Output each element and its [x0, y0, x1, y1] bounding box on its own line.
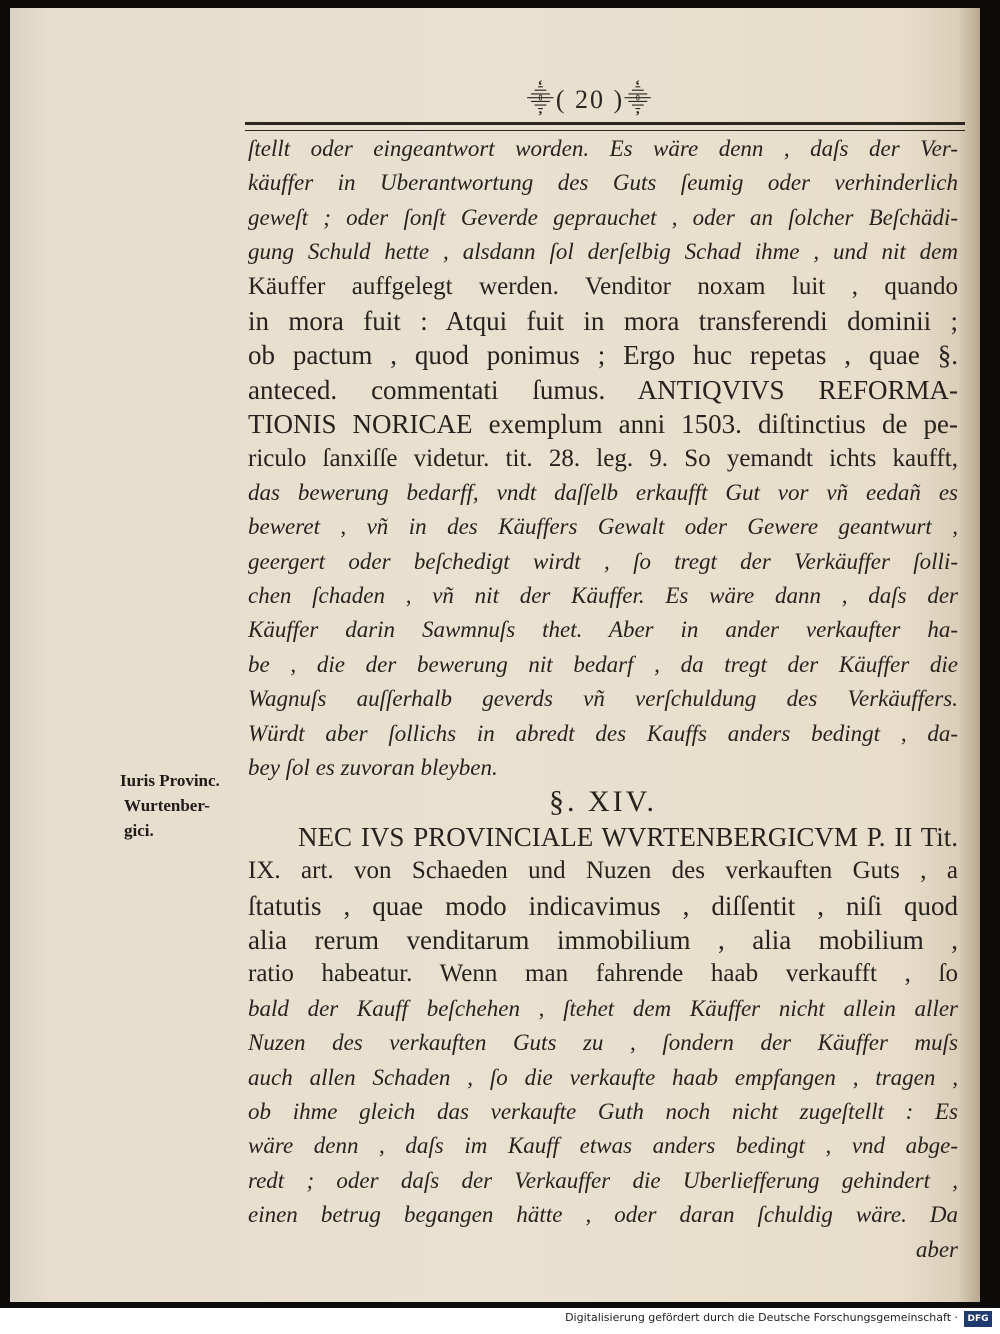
text-line: geweſt ; oder ſonſt Geverde geprauchet , oder an ſolcher Beſchädi-: [248, 204, 958, 230]
marginal-note: [120, 768, 248, 843]
text-line: Käuffer darin Sawmnuſs thet. Aber in ander verkaufter ha-: [248, 617, 958, 643]
text-line: riculo ſanxiſſe videtur. tit. 28. leg. 9. So yemandt ichts kaufft,: [248, 444, 958, 472]
text-line: Würdt aber ſollichs in abredt des Kauffs anders bedingt , da-: [248, 720, 958, 746]
text-line: Wagnuſs auſſerhalb geverds vñ verſchuldung des Verkäuffers.: [248, 686, 958, 712]
text-line: anteced. commentati ſumus. ANTIQVIVS REFORMA-: [248, 374, 958, 405]
text-line: ſtellt oder eingeantwort worden. Es wäre denn , daſs der Ver-: [248, 136, 958, 161]
marginal-note-line: gici.: [124, 821, 154, 840]
text-line: wäre denn , daſs im Kauff etwas anders bedingt , vnd abge-: [248, 1133, 958, 1159]
header-rule: [245, 122, 965, 131]
text-line: ratio habeatur. Wenn man fahrende haab verkaufft , ſo: [248, 960, 958, 988]
text-line: beweret , vñ in des Käuffers Gewalt oder Gewere geantwurt ,: [248, 514, 958, 540]
text-line: Käuffer auffgelegt werden. Venditor noxam luit , quando: [248, 272, 958, 300]
text-line: redt ; oder daſs der Verkauffer die Uberliefferung gehindert ,: [248, 1167, 958, 1193]
text-line: ſtatutis , quae modo indicavimus , diſſentit , niſi quod: [248, 890, 958, 921]
marginal-note-line: Wurtenber-: [124, 796, 210, 815]
section-heading: §. XIV.: [549, 785, 657, 819]
paragraph-block: [248, 820, 958, 1233]
text-line: bald der Kauff beſchehen , ſtehet dem Käuffer nicht allein aller: [248, 995, 958, 1021]
text-line: das bewerung bedarff, vndt daſſelb erkaufft Gut vor vñ eedañ es: [248, 479, 958, 505]
text-line: gung Schuld hette , alsdann ſol derſelbig Schad ihme , und nit dem: [248, 239, 958, 265]
text-line: alia rerum venditarum immobilium , alia mobilium ,: [248, 924, 958, 955]
dfg-logo-icon: DFG: [964, 1311, 992, 1327]
text-line: be , die der bewerung nit bedarf , da tregt der Käuffer die: [248, 651, 958, 677]
text-line: in mora fuit : Atqui fuit in mora transferendi dominii ;: [248, 305, 958, 336]
text-line: NEC IVS PROVINCIALE WVRTENBERGICVM P. II Tit.: [298, 821, 958, 852]
paragraph-block: [248, 132, 958, 785]
text-line: einen betrug begangen hätte , oder daran ſchuldig wäre. Da: [248, 1202, 958, 1228]
text-line: IX. art. von Schaeden und Nuzen des verkauften Guts , a: [248, 857, 958, 885]
text-line: chen ſchaden , vñ nit der Käuffer. Es wäre dann , daſs der: [248, 583, 958, 609]
text-line: auch allen Schaden , ſo die verkaufte haab empfangen , tragen ,: [248, 1064, 958, 1090]
page-body: [248, 132, 958, 1267]
page-gutter-shadow: [958, 8, 980, 1302]
text-line: käuffer in Uberantwortung des Guts ſeumig oder verhinderlich: [248, 170, 958, 196]
text-line: Nuzen des verkauften Guts zu , ſondern der Käuffer muſs: [248, 1030, 958, 1056]
text-line: geergert oder beſchedigt wirdt , ſo tregt der Verkäuffer ſolli-: [248, 548, 958, 574]
text-line: bey ſol es zuvoran bleyben.: [248, 755, 498, 781]
catchword: aber: [915, 1236, 958, 1262]
footer-credit: Digitalisierung gefördert durch die Deutsche Forschungsgemeinschaft ·: [565, 1311, 958, 1324]
text-line: TIONIS NORICAE exemplum anni 1503. diſtinctius de pe-: [248, 409, 958, 440]
text-line: ob pactum , quod ponimus ; Ergo huc repetas , quae §.: [248, 340, 958, 371]
page-running-head: ⸎( 20 )⸎: [526, 85, 654, 114]
marginal-note-line: Iuris Provinc.: [120, 771, 220, 790]
text-line: ob ihme gleich das verkaufte Guth noch nicht zugeſtellt : Es: [248, 1098, 958, 1124]
